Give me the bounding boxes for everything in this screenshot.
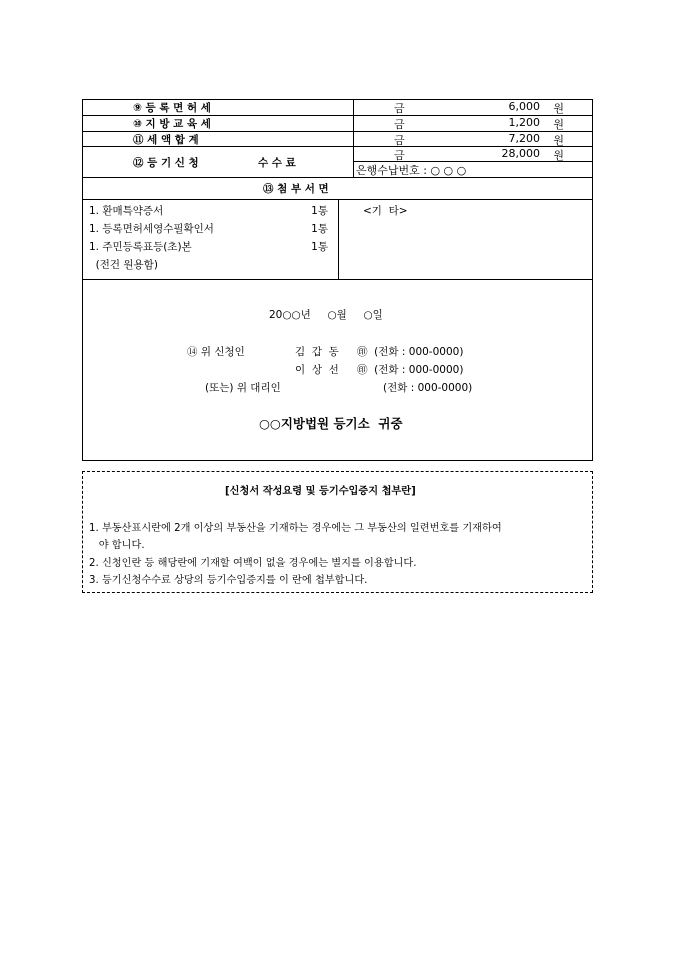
fee-row-tax-total [83, 132, 592, 147]
fee-amount: 7,200 [508, 132, 540, 145]
attachment-item: 1. 등록면허세영수필확인서 1통 [89, 223, 328, 235]
attachment-item: 1. 주민등록표등(초)본 1통 [89, 241, 328, 253]
currency-label: 금 [394, 149, 405, 162]
unit-label: 원 [553, 118, 564, 131]
addressee: ○○지방법원 등기소 귀중 [259, 416, 403, 431]
currency-label: 금 [394, 102, 405, 115]
unit-label: 원 [553, 134, 564, 147]
unit-label: 원 [553, 149, 564, 162]
attachment-item: 1. 환매특약증서 1통 [89, 205, 328, 217]
currency-label: 금 [394, 118, 405, 131]
attachments-other: <기 타> [363, 205, 408, 217]
guide-line: 3. 등기신청수수료 상당의 등기수입증지를 이 란에 첩부합니다. [89, 575, 368, 586]
attachments-list [83, 199, 339, 279]
fee-amount: 6,000 [508, 100, 540, 113]
fee-amount-cell [354, 132, 592, 146]
applicant-name: 김 갑 동 [295, 346, 339, 358]
fee-amount: 28,000 [501, 147, 540, 160]
bank-receipt-number: 은행수납번호 : ○ ○ ○ [356, 164, 467, 177]
guide-title: [신청서 작성요령 및 등기수입증지 첩부란] [225, 486, 416, 497]
attachments-body [83, 199, 592, 280]
guide-line: 1. 부동산표시란에 2개 이상의 부동산을 기재하는 경우에는 그 부동산의 일련번호를 기재하여 [89, 523, 502, 534]
registration-form [82, 99, 593, 461]
unit-label: 원 [553, 102, 564, 115]
attachments-title: ⑬ 첨 부 서 면 [263, 183, 329, 195]
fee-label: ⑨ 등 록 면 허 세 [83, 100, 354, 115]
applicant-name: 이 상 선 [295, 364, 339, 376]
fee-amount-cell [354, 116, 592, 131]
fee-amount: 1,200 [508, 116, 540, 129]
attachments-header [83, 178, 592, 200]
fee-row-registration-fee [83, 147, 592, 178]
fee-amount-cell [354, 100, 592, 115]
fee-label: ⑩ 지 방 교 육 세 [83, 116, 354, 131]
attachment-item: (전건 원용함) [89, 259, 158, 271]
agent-phone: (전화 : 000-0000) [383, 382, 473, 394]
fee-label: ⑫ 등 기 신 청 수 수 료 [83, 147, 354, 177]
applicant-label: ⑭ 위 신청인 [187, 346, 245, 358]
currency-label: 금 [394, 134, 405, 147]
applicant-phone: ㊞ (전화 : 000-0000) [357, 346, 464, 358]
fee-row-registration-license-tax [83, 100, 592, 116]
fee-label: ⑪ 세 액 합 계 [83, 132, 354, 146]
application-date: 20○○년 ○월 ○일 [269, 309, 383, 321]
guide-line: 야 합니다. [89, 540, 145, 551]
fee-amount-cell [354, 147, 592, 177]
fee-row-local-education-tax [83, 116, 592, 132]
applicant-phone: ㊞ (전화 : 000-0000) [357, 364, 464, 376]
guide-section [82, 471, 593, 593]
guide-line: 2. 신청인란 등 해당란에 기재할 여백이 없을 경우에는 별지를 이용합니다. [89, 558, 417, 569]
agent-label: (또는) 위 대리인 [205, 382, 281, 394]
signature-section [83, 279, 592, 462]
